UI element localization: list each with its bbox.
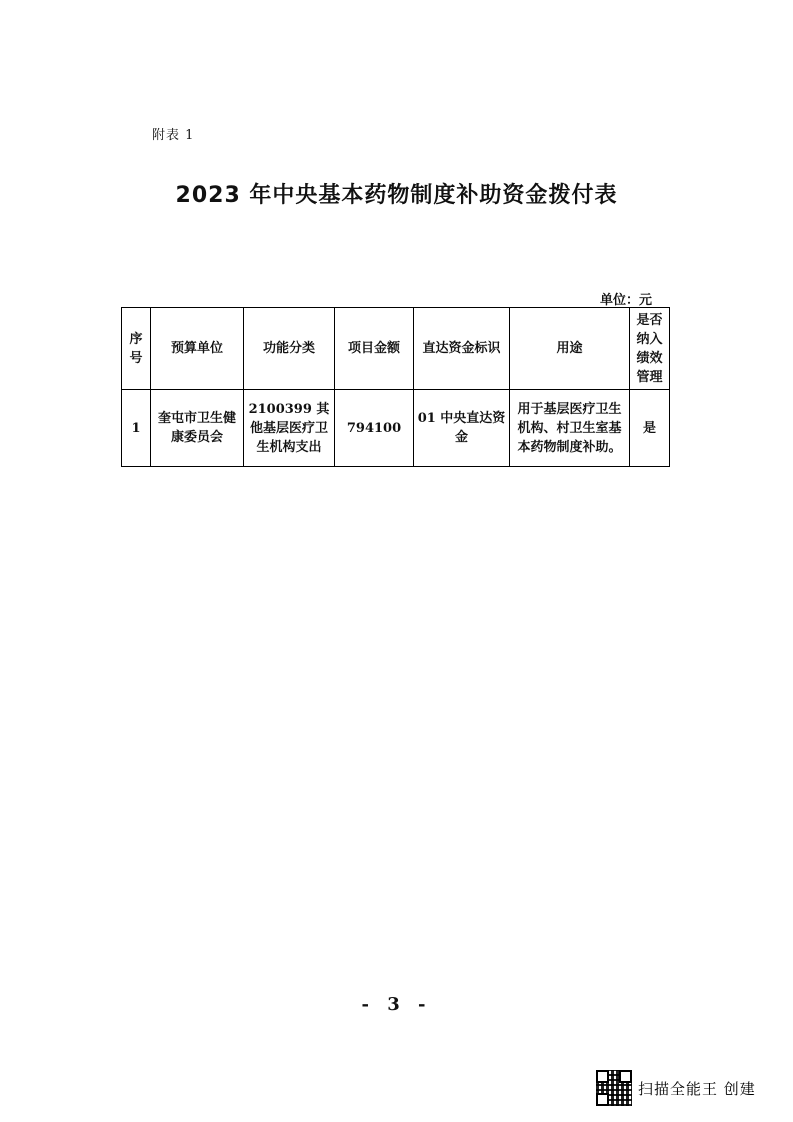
col-header-direct-fund-mark: 直达资金标识 bbox=[414, 308, 510, 390]
col-header-function-class: 功能分类 bbox=[244, 308, 335, 390]
page-title: 2023 年中央基本药物制度补助资金拨付表 bbox=[175, 183, 618, 208]
unit-label: 单位：元 bbox=[600, 293, 653, 308]
col-header-performance-mgmt: 是否纳入绩效管理 bbox=[630, 308, 670, 390]
attachment-label: 附表 1 bbox=[152, 128, 195, 143]
col-header-no: 序号 bbox=[122, 308, 151, 390]
table-header-row bbox=[122, 308, 670, 390]
qr-code-icon bbox=[596, 1070, 632, 1106]
col-header-purpose: 用途 bbox=[510, 308, 630, 390]
cell-function-class: 2100399 其他基层医疗卫生机构支出 bbox=[244, 390, 335, 467]
cell-direct-fund-mark: 01 中央直达资金 bbox=[414, 390, 510, 467]
cell-budget-unit: 奎屯市卫生健康委员会 bbox=[151, 390, 244, 467]
cell-purpose: 用于基层医疗卫生机构、村卫生室基本药物制度补助。 bbox=[510, 390, 630, 467]
watermark-text: 扫描全能王 创建 bbox=[638, 1079, 756, 1098]
allocation-table bbox=[121, 307, 670, 467]
cell-amount: 794100 bbox=[335, 390, 414, 467]
col-header-amount: 项目金额 bbox=[335, 308, 414, 390]
scanner-watermark bbox=[596, 1070, 756, 1106]
cell-performance-mgmt: 是 bbox=[630, 390, 670, 467]
cell-no: 1 bbox=[122, 390, 151, 467]
col-header-budget-unit: 预算单位 bbox=[151, 308, 244, 390]
table-row bbox=[122, 390, 670, 467]
page-number: - 3 - bbox=[361, 994, 432, 1015]
